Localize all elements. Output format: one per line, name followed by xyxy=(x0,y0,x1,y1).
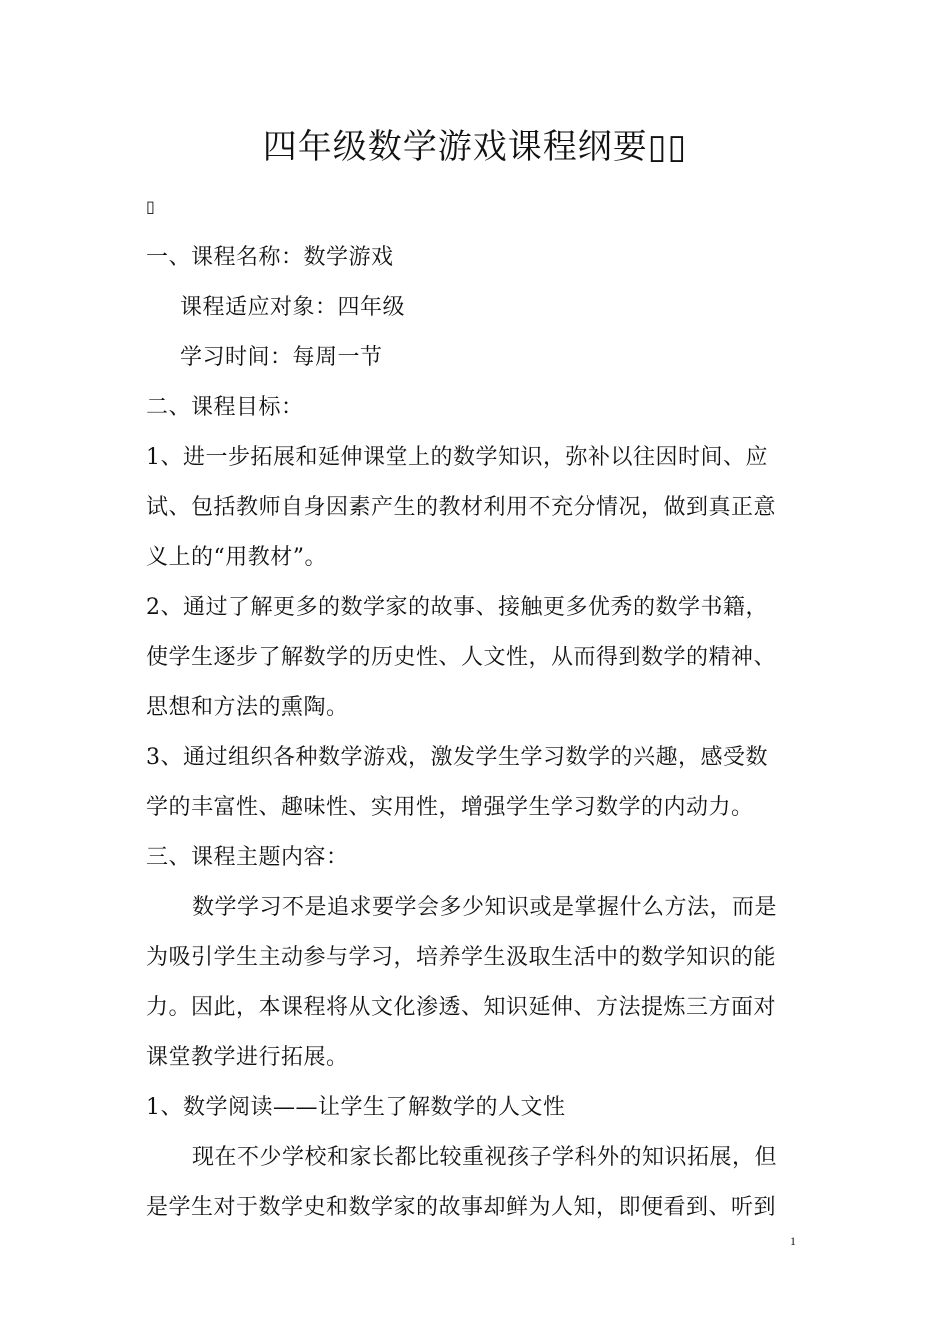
paragraph-line: 数学学习不是追求要学会多少知识或是掌握什么方法，而是 xyxy=(192,895,778,920)
paragraph-line: 为吸引学生主动参与学习，培养学生汲取生活中的数学知识的能 xyxy=(146,945,777,970)
section-heading-course-content: 三、课程主题内容： xyxy=(146,845,349,870)
paragraph-line: 学的丰富性、趣味性、实用性，增强学生学习数学的内动力。 xyxy=(146,795,754,820)
paragraph-line: 使学生逐步了解数学的历史性、人文性，从而得到数学的精神、 xyxy=(146,645,777,670)
study-time-line: 学习时间：每周一节 xyxy=(180,345,383,370)
page-number: 1 xyxy=(790,1234,796,1248)
paragraph-line: 1、进一步拓展和延伸课堂上的数学知识，弥补以往因时间、应 xyxy=(146,445,768,470)
section-heading-course-goals: 二、课程目标： xyxy=(146,395,304,420)
paragraph-line: 课堂教学进行拓展。 xyxy=(146,1045,349,1070)
paragraph-line: 2、通过了解更多的数学家的故事、接触更多优秀的数学书籍， xyxy=(146,595,768,620)
paragraph-line: 是学生对于数学史和数学家的故事却鲜为人知，即便看到、听到 xyxy=(146,1195,777,1220)
paragraph-line: 试、包括教师自身因素产生的教材利用不充分情况，做到真正意 xyxy=(146,495,777,520)
paragraph-line: 义上的“用教材”。 xyxy=(146,545,327,570)
section-heading-course-name: 一、课程名称：数学游戏 xyxy=(146,245,394,270)
paragraph-line: 现在不少学校和家长都比较重视孩子学科外的知识拓展，但 xyxy=(192,1145,778,1170)
title-text: 四年级数学游戏课程纲要 xyxy=(262,127,648,167)
paragraph-line: 3、通过组织各种数学游戏，激发学生学习数学的兴趣，感受数 xyxy=(146,745,768,770)
document-title xyxy=(0,122,950,172)
course-audience-line: 课程适应对象：四年级 xyxy=(180,295,406,320)
subsection-heading: 1、数学阅读——让学生了解数学的人文性 xyxy=(146,1095,566,1120)
paragraph-line: 思想和方法的熏陶。 xyxy=(146,695,349,720)
paragraph-line: 力。因此，本课程将从文化渗透、知识延伸、方法提炼三方面对 xyxy=(146,995,777,1020)
missing-glyph-marker: ▯ xyxy=(146,197,155,216)
title-missing-glyph-marker: ▯▯ xyxy=(647,127,688,167)
